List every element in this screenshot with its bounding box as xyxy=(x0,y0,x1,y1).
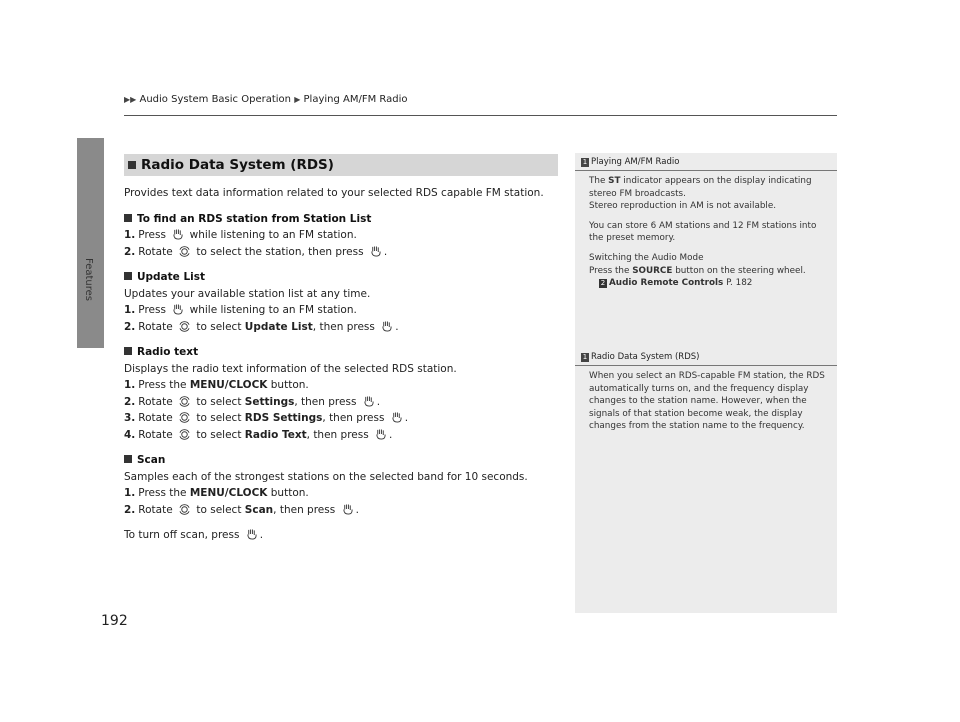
subsection-heading: Scan xyxy=(124,452,558,469)
chapter-tab-label: Features xyxy=(83,258,94,301)
push-button-icon xyxy=(172,229,183,240)
step: 1. Press while listening to an FM station. xyxy=(124,304,357,316)
chapter-tab xyxy=(77,138,104,348)
page-number: 192 xyxy=(101,613,128,629)
push-button-icon xyxy=(342,504,353,515)
note-header: 1 Radio Data System (RDS) xyxy=(575,348,837,366)
square-bullet-icon xyxy=(124,272,132,280)
section-header xyxy=(124,154,558,176)
description: Displays the radio text information of the selected RDS station. xyxy=(124,362,457,375)
push-button-icon xyxy=(246,529,257,540)
note-marker-icon: 1 xyxy=(582,158,588,166)
note-playing-am-fm xyxy=(575,153,837,290)
push-button-icon xyxy=(391,412,402,423)
note-body: When you select an RDS-capable FM station, the RDS automatically turns on, and the frequency display changes to the station name. However, when the signals of that station become weak, the display changes from the station name to the frequency. xyxy=(589,371,825,432)
step: 1. Press the MENU/CLOCK button. xyxy=(124,487,309,499)
note-marker-icon: 1 xyxy=(582,353,588,361)
breadcrumb-item[interactable]: Audio System Basic Operation xyxy=(139,94,291,105)
step: 2. Rotate to select the station, then press . xyxy=(124,245,388,258)
step: 2. Rotate to select Settings, then press . xyxy=(124,395,381,408)
square-bullet-icon xyxy=(124,347,132,355)
note-rds xyxy=(575,348,837,433)
description: Updates your available station list at any time. xyxy=(124,287,371,300)
breadcrumb xyxy=(124,94,408,105)
push-button-icon xyxy=(370,246,381,257)
main-content xyxy=(124,154,558,544)
rotate-knob-icon xyxy=(179,504,190,515)
step: 2. Rotate to select Scan, then press . xyxy=(124,503,359,516)
section-title: Radio Data System (RDS) xyxy=(141,157,334,173)
description: Samples each of the strongest stations on the selected band for 10 seconds. xyxy=(124,470,528,483)
cross-reference-link[interactable]: 2 Audio Remote Controls P. 182 xyxy=(600,278,753,289)
push-button-icon xyxy=(381,321,392,332)
square-bullet-icon xyxy=(128,161,136,169)
rotate-knob-icon xyxy=(179,429,190,440)
breadcrumb-arrow-icon: ▶ xyxy=(294,95,301,104)
reference-arrow-icon: 2 xyxy=(600,279,606,288)
side-notes-panel xyxy=(575,153,837,613)
subsection-heading: To find an RDS station from Station List xyxy=(124,211,558,228)
header-rule xyxy=(124,115,837,116)
push-button-icon xyxy=(375,429,386,440)
breadcrumb-item[interactable]: Playing AM/FM Radio xyxy=(303,94,408,105)
subsection-heading: Update List xyxy=(124,269,558,286)
square-bullet-icon xyxy=(124,214,132,222)
rotate-knob-icon xyxy=(179,246,190,257)
push-button-icon xyxy=(172,304,183,315)
rotate-knob-icon xyxy=(179,396,190,407)
push-button-icon xyxy=(363,396,374,407)
step: 1. Press the MENU/CLOCK button. xyxy=(124,379,309,391)
breadcrumb-arrow-icon: ▶▶ xyxy=(124,95,137,104)
note-body: The ST indicator appears on the display indicating stereo FM broadcasts. Stereo reproduction in AM is not available. You can store 6 AM stations and 12 FM stations into the preset memory. Switching the Audio Mode Press the SOURCE button on the steering wheel. 2 Audio Remote Controls P. 182 xyxy=(575,171,837,290)
step: 3. Rotate to select RDS Settings, then press . xyxy=(124,412,409,424)
note-header: 1 Playing AM/FM Radio xyxy=(575,153,837,171)
step: 4. Rotate to select Radio Text, then press . xyxy=(124,428,393,441)
subsection-heading: Radio text xyxy=(124,344,558,361)
rotate-knob-icon xyxy=(179,321,190,332)
scan-off-text: To turn off scan, press . xyxy=(124,529,264,541)
step: 2. Rotate to select Update List, then press . xyxy=(124,320,399,333)
step: 1. Press while listening to an FM station. xyxy=(124,229,357,241)
intro-text: Provides text data information related to your selected RDS capable FM station. xyxy=(124,187,544,199)
rotate-knob-icon xyxy=(179,412,190,423)
square-bullet-icon xyxy=(124,455,132,463)
